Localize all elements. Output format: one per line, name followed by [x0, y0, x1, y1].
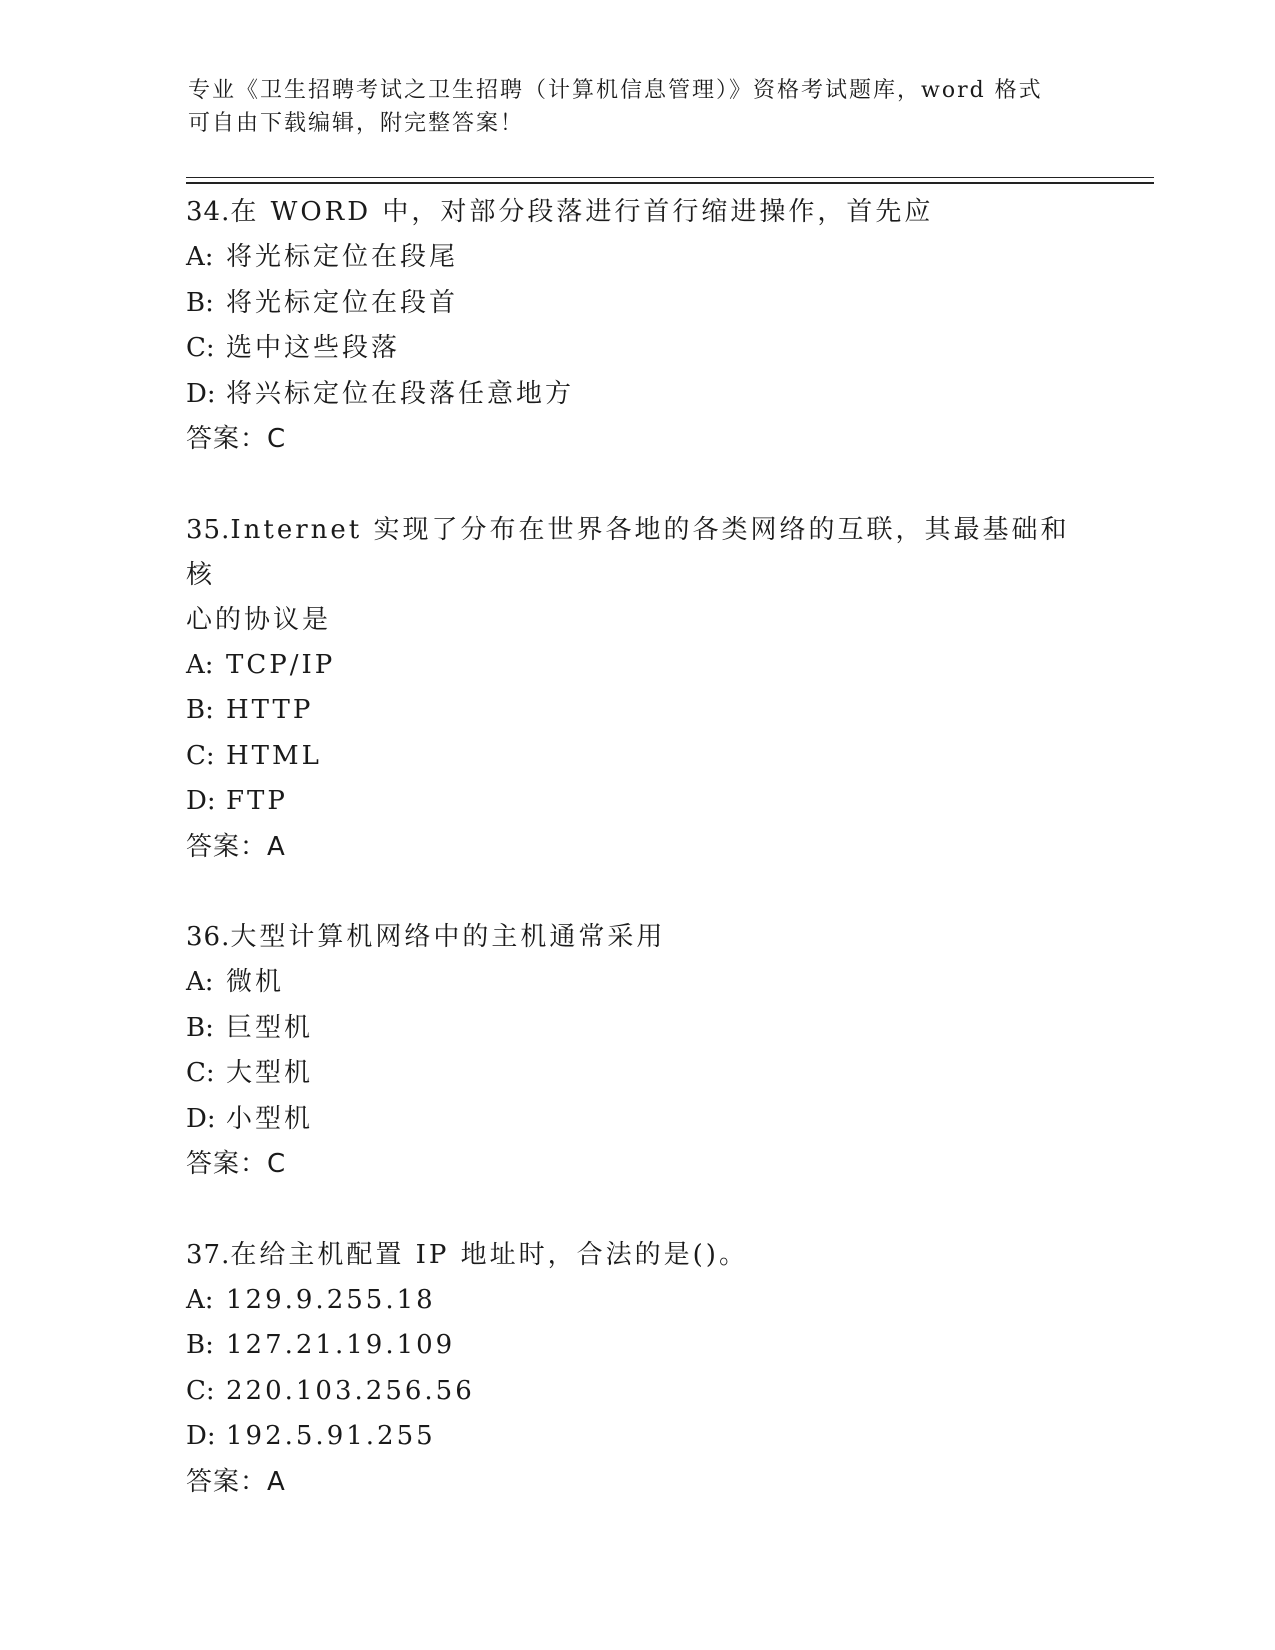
option-text: 220.103.256.56 — [226, 1375, 475, 1406]
option-key: C: — [186, 1375, 215, 1406]
option-key: D: — [186, 786, 216, 816]
answer-option — [186, 1414, 1086, 1460]
answer-option — [186, 1051, 1086, 1097]
option-key: A: — [186, 967, 214, 997]
option-text: 巨型机 — [226, 1012, 314, 1043]
option-key: B: — [186, 287, 214, 318]
answer-option — [186, 281, 1086, 327]
answer-option — [186, 1006, 1086, 1052]
option-key: B: — [186, 1330, 214, 1360]
question-stem — [186, 1233, 1086, 1278]
question-number: 35. — [186, 514, 231, 545]
header-line-1: 专业《卫生招聘考试之卫生招聘（计算机信息管理）》资格考试题库，word 格式 — [188, 78, 1043, 103]
question-block — [186, 1233, 1086, 1506]
question-stem-text: 在给主机配置 IP 地址时，合法的是()。 — [230, 1239, 748, 1270]
header-divider-thin — [186, 177, 1154, 178]
answer-line: 答案：C — [186, 424, 287, 454]
option-text: 小型机 — [226, 1103, 314, 1134]
option-text: HTML — [226, 740, 322, 771]
question-stem-text: Internet 实现了分布在世界各地的各类网络的互联，其最基础和核 — [186, 514, 1070, 590]
question-number: 37. — [186, 1239, 231, 1270]
option-text: FTP — [226, 786, 288, 816]
answer-line: 答案：A — [186, 1466, 286, 1497]
option-key: A: — [186, 1284, 214, 1315]
option-key: A: — [186, 242, 214, 272]
option-text: 大型机 — [226, 1058, 314, 1088]
option-key: D: — [186, 1103, 216, 1134]
question-stem-text: 大型计算机网络中的主机通常采用 — [230, 922, 666, 952]
option-key: D: — [186, 378, 216, 409]
question-block — [186, 190, 1086, 463]
option-text: TCP/IP — [226, 649, 336, 680]
option-key: D: — [186, 1421, 216, 1451]
answer-option — [186, 688, 1086, 734]
option-key: B: — [186, 1012, 214, 1043]
option-key: A: — [186, 649, 214, 680]
answer-option — [186, 960, 1086, 1006]
option-text: 129.9.255.18 — [226, 1284, 436, 1315]
question-block — [186, 915, 1086, 1188]
question-stem-text: 心的协议是 — [186, 604, 332, 635]
answer-option — [186, 734, 1086, 780]
answer-option — [186, 779, 1086, 825]
answer-option — [186, 326, 1086, 372]
answer-option — [186, 1278, 1086, 1324]
option-text: 将光标定位在段尾 — [226, 242, 459, 272]
question-block — [186, 508, 1086, 871]
option-key: B: — [186, 695, 214, 725]
document-header — [188, 74, 1088, 140]
question-stem — [186, 190, 1086, 235]
question-number: 36. — [186, 922, 231, 952]
option-text: HTTP — [226, 695, 314, 725]
option-text: 127.21.19.109 — [226, 1330, 456, 1360]
option-text: 将光标定位在段首 — [226, 287, 459, 318]
answer-option — [186, 1369, 1086, 1415]
answer-option — [186, 1097, 1086, 1143]
option-text: 192.5.91.255 — [226, 1421, 436, 1451]
question-stem — [186, 508, 1086, 598]
option-key: C: — [186, 333, 215, 363]
answer-option — [186, 1323, 1086, 1369]
question-stem — [186, 598, 1086, 643]
question-stem-text: 在 WORD 中，对部分段落进行首行缩进操作，首先应 — [230, 197, 934, 227]
answer-line: 答案：C — [186, 1149, 287, 1179]
option-text: 将兴标定位在段落任意地方 — [226, 378, 575, 409]
option-text: 选中这些段落 — [226, 333, 401, 363]
answer-option — [186, 372, 1086, 418]
question-list — [186, 190, 1086, 1550]
answer-option — [186, 235, 1086, 281]
question-number: 34. — [186, 197, 231, 227]
answer-line: 答案：A — [186, 831, 286, 862]
header-line-2: 可自由下载编辑，附完整答案！ — [188, 111, 525, 136]
header-divider-thick — [186, 182, 1154, 184]
option-key: C: — [186, 1058, 215, 1088]
answer-option — [186, 643, 1086, 689]
option-key: C: — [186, 740, 215, 771]
question-stem — [186, 915, 1086, 960]
option-text: 微机 — [226, 967, 285, 997]
